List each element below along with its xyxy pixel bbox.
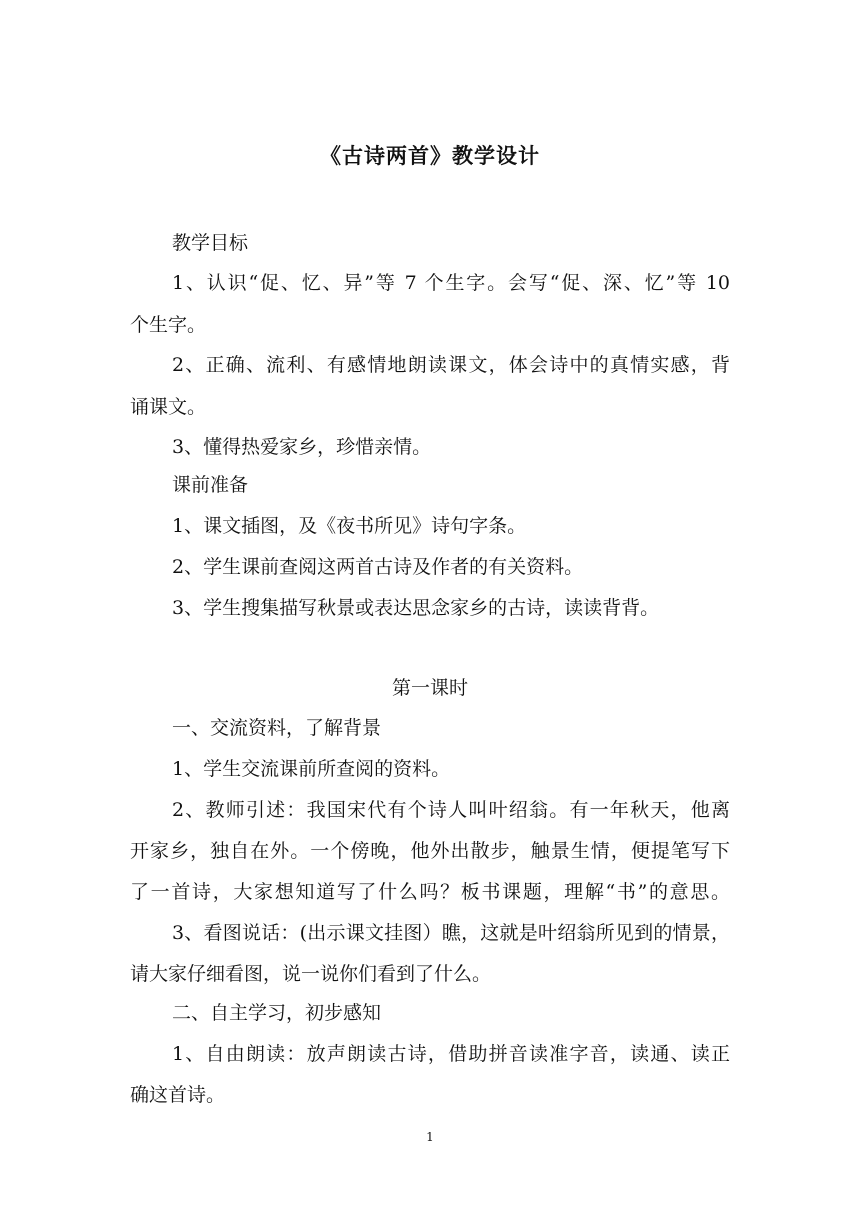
section-2-item-1-line-1: 1、自由朗读：放声朗读古诗，借助拼音读准字音，读通、读正: [172, 1043, 730, 1065]
section-1-item-2-line-3: 了一首诗，大家想知道写了什么吗？板书课题，理解“书”的意思。: [130, 881, 730, 903]
objective-1-line-2: 个生字。: [130, 314, 207, 336]
section-1-item-2-line-2: 开家乡，独自在外。一个傍晚，他外出散步，触景生情，便提笔写下: [130, 840, 730, 862]
objective-2-line-1: 2、正确、流利、有感情地朗读课文，体会诗中的真情实感，背: [172, 354, 730, 376]
section-1-item-1: 1、学生交流课前所查阅的资料。: [172, 758, 451, 780]
lesson-heading: 第一课时: [391, 677, 468, 699]
objective-2-line-2: 诵课文。: [130, 396, 207, 418]
objective-3: 3、懂得热爱家乡，珍惜亲情。: [172, 436, 432, 458]
section-2-heading: 二、自主学习，初步感知: [172, 1002, 382, 1024]
objectives-heading: 教学目标: [172, 232, 249, 254]
page-number: 1: [426, 1130, 434, 1144]
document-title: 《古诗两首》教学设计: [320, 143, 540, 168]
section-1-item-2-line-1: 2、教师引述：我国宋代有个诗人叫叶绍翁。有一年秋天，他离: [172, 799, 730, 821]
prep-item-1: 1、课文插图，及《夜书所见》诗句字条。: [172, 515, 527, 537]
section-2-item-1-line-2: 确这首诗。: [130, 1084, 226, 1106]
prep-heading: 课前准备: [172, 474, 249, 496]
section-1-item-3-line-2: 请大家仔细看图，说一说你们看到了什么。: [130, 963, 492, 985]
objective-1-line-1: 1、认识“促、忆、异”等 7 个生字。会写“促、深、忆”等 10: [172, 272, 730, 294]
section-1-heading: 一、交流资料，了解背景: [172, 717, 382, 739]
prep-item-3: 3、学生搜集描写秋景或表达思念家乡的古诗，读读背背。: [172, 597, 660, 619]
prep-item-2: 2、学生课前查阅这两首古诗及作者的有关资料。: [172, 556, 584, 578]
section-1-item-3-line-1: 3、看图说话：(出示课文挂图）瞧，这就是叶绍翁所见到的情景，: [172, 922, 730, 944]
